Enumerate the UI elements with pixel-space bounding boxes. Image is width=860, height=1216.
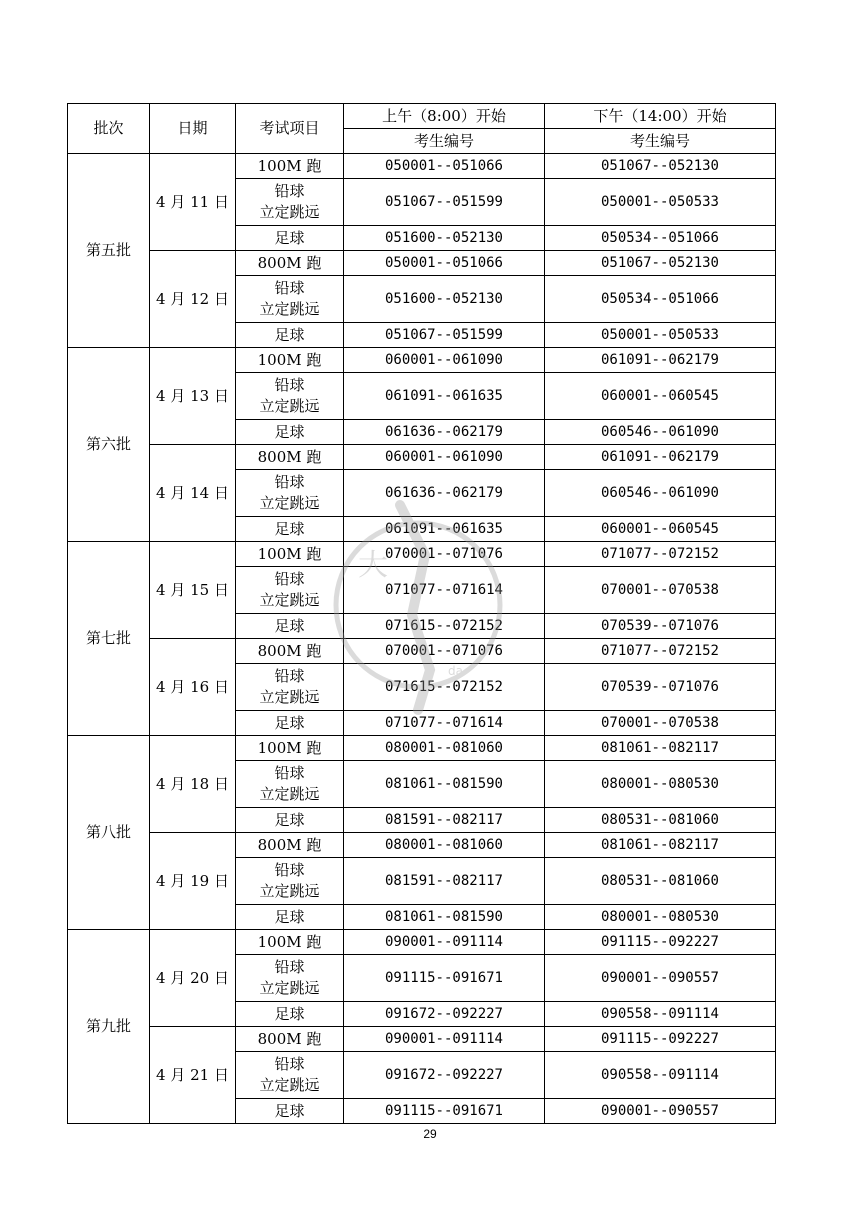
- table-row: [68, 833, 776, 858]
- exam-item-cell: 铅球 立定跳远: [236, 664, 344, 711]
- date-cell: 4 月 18 日: [150, 736, 236, 833]
- am-candidate-range: 091672--092227: [344, 1002, 545, 1027]
- am-candidate-range: 060001--061090: [344, 445, 545, 470]
- am-candidate-range: 071615--072152: [344, 614, 545, 639]
- exam-item-cell: 铅球 立定跳远: [236, 761, 344, 808]
- pm-candidate-range: 091115--092227: [545, 930, 776, 955]
- header-am-candidate-no: 考生编号: [344, 129, 545, 154]
- date-cell: 4 月 13 日: [150, 348, 236, 445]
- am-candidate-range: 090001--091114: [344, 930, 545, 955]
- pm-candidate-range: 090558--091114: [545, 1002, 776, 1027]
- pm-candidate-range: 090001--090557: [545, 955, 776, 1002]
- exam-item-cell: 100M 跑: [236, 542, 344, 567]
- exam-item-cell: 800M 跑: [236, 1027, 344, 1052]
- pm-candidate-range: 090001--090557: [545, 1099, 776, 1124]
- am-candidate-range: 071615--072152: [344, 664, 545, 711]
- table-row: [68, 154, 776, 179]
- am-candidate-range: 050001--051066: [344, 251, 545, 276]
- table-row: [68, 348, 776, 373]
- pm-candidate-range: 070001--070538: [545, 711, 776, 736]
- pm-candidate-range: 051067--052130: [545, 251, 776, 276]
- am-candidate-range: 081591--082117: [344, 858, 545, 905]
- header-pm-session: 下午（14:00）开始: [545, 104, 776, 129]
- date-cell: 4 月 14 日: [150, 445, 236, 542]
- header-date: 日期: [150, 104, 236, 154]
- pm-candidate-range: 071077--072152: [545, 639, 776, 664]
- batch-name-cell: 第八批: [68, 736, 150, 930]
- pm-candidate-range: 081061--082117: [545, 833, 776, 858]
- am-candidate-range: 080001--081060: [344, 736, 545, 761]
- table-row: [68, 1027, 776, 1052]
- pm-candidate-range: 070539--071076: [545, 664, 776, 711]
- am-candidate-range: 091115--091671: [344, 955, 545, 1002]
- exam-item-cell: 100M 跑: [236, 930, 344, 955]
- exam-item-cell: 足球: [236, 905, 344, 930]
- date-cell: 4 月 16 日: [150, 639, 236, 736]
- date-cell: 4 月 15 日: [150, 542, 236, 639]
- exam-item-cell: 足球: [236, 420, 344, 445]
- am-candidate-range: 060001--061090: [344, 348, 545, 373]
- exam-item-cell: 铅球 立定跳远: [236, 470, 344, 517]
- pm-candidate-range: 050534--051066: [545, 276, 776, 323]
- table-row: [68, 639, 776, 664]
- batch-name-cell: 第九批: [68, 930, 150, 1124]
- batch-name-cell: 第七批: [68, 542, 150, 736]
- exam-item-cell: 800M 跑: [236, 639, 344, 664]
- am-candidate-range: 081591--082117: [344, 808, 545, 833]
- header-pm-candidate-no: 考生编号: [545, 129, 776, 154]
- pm-candidate-range: 090558--091114: [545, 1052, 776, 1099]
- exam-item-cell: 足球: [236, 614, 344, 639]
- am-candidate-range: 080001--081060: [344, 833, 545, 858]
- am-candidate-range: 091115--091671: [344, 1099, 545, 1124]
- pm-candidate-range: 070539--071076: [545, 614, 776, 639]
- exam-item-cell: 100M 跑: [236, 348, 344, 373]
- header-am-session: 上午（8:00）开始: [344, 104, 545, 129]
- pm-candidate-range: 080001--080530: [545, 761, 776, 808]
- am-candidate-range: 051067--051599: [344, 323, 545, 348]
- pm-candidate-range: 060546--061090: [545, 470, 776, 517]
- am-candidate-range: 081061--081590: [344, 761, 545, 808]
- exam-item-cell: 铅球 立定跳远: [236, 567, 344, 614]
- am-candidate-range: 051600--052130: [344, 226, 545, 251]
- am-candidate-range: 061091--061635: [344, 517, 545, 542]
- exam-item-cell: 铅球 立定跳远: [236, 373, 344, 420]
- watermark-char: 大: [358, 548, 388, 583]
- pm-candidate-range: 060001--060545: [545, 373, 776, 420]
- table-row: [68, 930, 776, 955]
- am-candidate-range: 061636--062179: [344, 470, 545, 517]
- batch-name-cell: 第五批: [68, 154, 150, 348]
- exam-item-cell: 铅球 立定跳远: [236, 179, 344, 226]
- exam-item-cell: 800M 跑: [236, 445, 344, 470]
- date-cell: 4 月 19 日: [150, 833, 236, 930]
- table-row: [68, 736, 776, 761]
- batch-name-cell: 第六批: [68, 348, 150, 542]
- header-row-1: [68, 104, 776, 129]
- table-row: [68, 251, 776, 276]
- am-candidate-range: 090001--091114: [344, 1027, 545, 1052]
- am-candidate-range: 091672--092227: [344, 1052, 545, 1099]
- exam-item-cell: 800M 跑: [236, 251, 344, 276]
- am-candidate-range: 070001--071076: [344, 639, 545, 664]
- exam-item-cell: 铅球 立定跳远: [236, 276, 344, 323]
- pm-candidate-range: 080531--081060: [545, 808, 776, 833]
- am-candidate-range: 081061--081590: [344, 905, 545, 930]
- table-row: [68, 445, 776, 470]
- am-candidate-range: 071077--071614: [344, 711, 545, 736]
- am-candidate-range: 051600--052130: [344, 276, 545, 323]
- pm-candidate-range: 080001--080530: [545, 905, 776, 930]
- page-number: 29: [423, 1127, 437, 1141]
- date-cell: 4 月 20 日: [150, 930, 236, 1027]
- exam-item-cell: 足球: [236, 226, 344, 251]
- pm-candidate-range: 060546--061090: [545, 420, 776, 445]
- exam-item-cell: 100M 跑: [236, 154, 344, 179]
- exam-item-cell: 铅球 立定跳远: [236, 955, 344, 1002]
- am-candidate-range: 050001--051066: [344, 154, 545, 179]
- exam-item-cell: 铅球 立定跳远: [236, 858, 344, 905]
- exam-item-cell: 足球: [236, 808, 344, 833]
- pm-candidate-range: 080531--081060: [545, 858, 776, 905]
- date-cell: 4 月 21 日: [150, 1027, 236, 1124]
- exam-item-cell: 足球: [236, 517, 344, 542]
- date-cell: 4 月 11 日: [150, 154, 236, 251]
- exam-item-cell: 足球: [236, 1099, 344, 1124]
- am-candidate-range: 071077--071614: [344, 567, 545, 614]
- header-item: 考试项目: [236, 104, 344, 154]
- pm-candidate-range: 050001--050533: [545, 323, 776, 348]
- exam-item-cell: 足球: [236, 1002, 344, 1027]
- pm-candidate-range: 071077--072152: [545, 542, 776, 567]
- exam-schedule-table: [67, 103, 776, 1124]
- header-batch: 批次: [68, 104, 150, 154]
- exam-item-cell: 足球: [236, 323, 344, 348]
- pm-candidate-range: 050001--050533: [545, 179, 776, 226]
- pm-candidate-range: 081061--082117: [545, 736, 776, 761]
- pm-candidate-range: 091115--092227: [545, 1027, 776, 1052]
- exam-item-cell: 100M 跑: [236, 736, 344, 761]
- am-candidate-range: 070001--071076: [344, 542, 545, 567]
- pm-candidate-range: 061091--062179: [545, 445, 776, 470]
- am-candidate-range: 051067--051599: [344, 179, 545, 226]
- pm-candidate-range: 070001--070538: [545, 567, 776, 614]
- table-row: [68, 542, 776, 567]
- watermark-sub: da: [448, 664, 463, 678]
- exam-item-cell: 足球: [236, 711, 344, 736]
- pm-candidate-range: 050534--051066: [545, 226, 776, 251]
- am-candidate-range: 061091--061635: [344, 373, 545, 420]
- exam-item-cell: 铅球 立定跳远: [236, 1052, 344, 1099]
- pm-candidate-range: 061091--062179: [545, 348, 776, 373]
- pm-candidate-range: 060001--060545: [545, 517, 776, 542]
- schedule-body: [68, 104, 776, 1124]
- date-cell: 4 月 12 日: [150, 251, 236, 348]
- am-candidate-range: 061636--062179: [344, 420, 545, 445]
- exam-item-cell: 800M 跑: [236, 833, 344, 858]
- pm-candidate-range: 051067--052130: [545, 154, 776, 179]
